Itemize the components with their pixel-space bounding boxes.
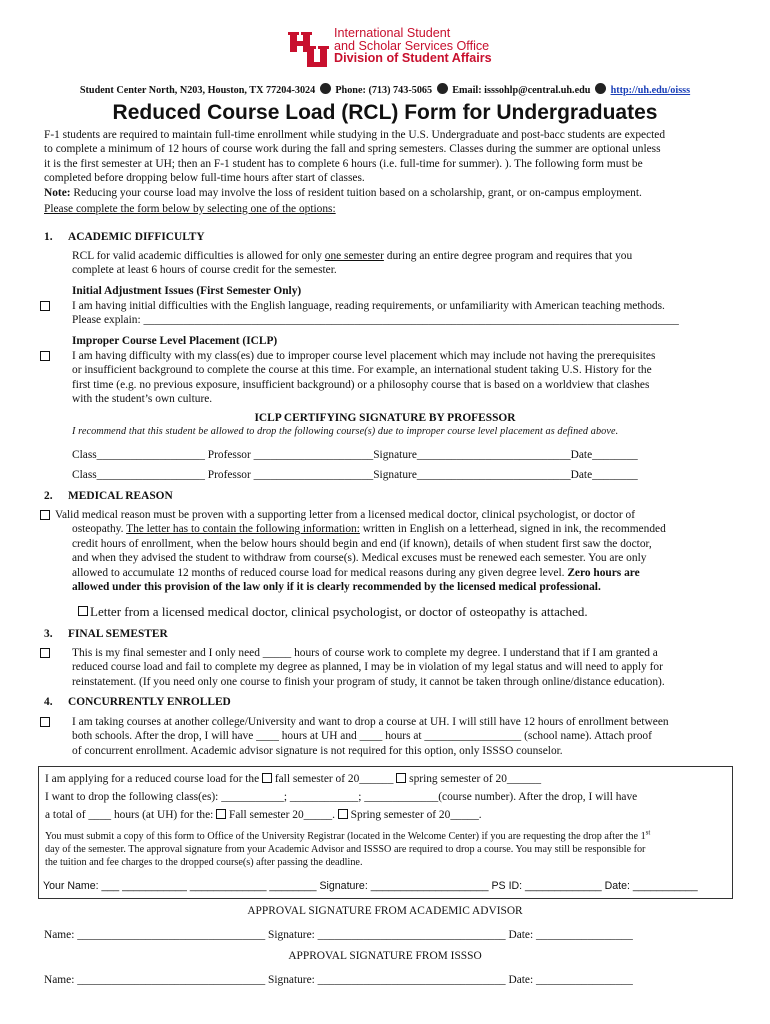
text: Zero hours are <box>567 566 640 579</box>
intro-line: it is the first semester at UH; then an F-1 student has to complete 6 hours (i.e. full-time for summer). ). The following form must be <box>44 157 643 170</box>
submit-note <box>45 830 729 869</box>
section-number: 3. <box>44 628 53 640</box>
text: I am having difficulty with my class(es) due to improper course level placement which may include not having the prerequisites <box>72 350 656 362</box>
section-heading: CONCURRENTLY ENROLLED <box>68 696 231 708</box>
intro-line: F-1 students are required to maintain full-time enrollment while studying in the U.S. Undergraduate and post-bacc students are expected <box>44 129 666 141</box>
text: the tuition and fee charges to the dropped course(s) after passing the deadline. <box>45 857 363 868</box>
website-link[interactable]: http://uh.edu/oisss <box>610 85 691 96</box>
text: a total of ____ hours (at UH) for the: <box>45 809 217 821</box>
checkbox-medical[interactable] <box>40 510 50 520</box>
text: reduced course load and fail to complete my degree as planned, I may be in violation of my legal status and will need to apply for <box>72 661 663 674</box>
iclp-text <box>72 349 730 407</box>
issso-heading: APPROVAL SIGNATURE FROM ISSSO <box>288 950 482 962</box>
phone: Phone: (713) 743-5065 <box>335 85 433 96</box>
text: one semester <box>324 250 384 262</box>
bullet-icon <box>320 83 331 94</box>
text: allowed to accumulate 12 months of reduced course load for medical reasons during any given degree level. <box>72 566 568 579</box>
text: day of the semester. The approval signature from your Academic Advisor and ISSSO are required to drop a course. You may still be responsible for <box>45 844 646 855</box>
text: with the student’s own culture. <box>72 393 213 406</box>
issso-signature-line[interactable]: Name: _________________________________ Signature: _________________________________ Date: _________________ <box>44 974 633 986</box>
text: I am having initial difficulties with the English language, reading requirements, or unfamiliarity with American teaching methods. <box>72 300 665 312</box>
text: osteopathy. <box>72 523 127 536</box>
logo-line-3: Division of Student Affairs <box>334 51 492 66</box>
note-text: Reducing your course load may involve the loss of resident tuition based on a scholarship, grant, or on-campus employment. <box>70 186 642 199</box>
desc-line <box>72 249 730 263</box>
checkbox-initial-adjustment[interactable] <box>40 301 50 311</box>
bullet-icon <box>595 83 606 94</box>
address: Student Center North, N203, Houston, TX 77204-3024 <box>79 85 316 96</box>
desc-line: complete at least 6 hours of course credit for the semester. <box>72 264 337 277</box>
subheading: Improper Course Level Placement (ICLP) <box>72 335 278 347</box>
advisor-signature-line[interactable]: Name: _________________________________ Signature: _________________________________ Date: _________________ <box>44 929 633 941</box>
uh-logo-icon <box>288 28 330 70</box>
intro-line: completed before dropping below full-time hours after start of classes. <box>44 172 365 185</box>
section-heading: FINAL SEMESTER <box>68 628 168 640</box>
checkbox-letter-attached[interactable] <box>78 606 88 616</box>
checkbox-final-semester[interactable] <box>40 648 50 658</box>
rcl-request-box <box>38 766 733 899</box>
logo-line-2: and Scholar Services Office <box>334 38 490 53</box>
text: allowed under this provision of the law only if it is clearly recommended by the licensed medical professional. <box>72 581 601 594</box>
text: both schools. After the drop, I will have ____ hours at UH and ____ hours at _________________ (school name). Attach proof <box>72 730 652 743</box>
text: credit hours of enrollment, when the below hours should begin and end (if known), details of when student first saw the doctor, <box>72 537 652 550</box>
text: RCL for valid academic difficulties is allowed for only <box>72 250 325 262</box>
student-signature-line[interactable]: Your Name: ___ ___________ _____________ ________ Signature: ____________________ PS ID: _____________ Date: ___________ <box>43 880 698 892</box>
class-professor-line-1[interactable]: Class___________________ Professor _____________________Signature___________________________Date________ <box>72 449 638 461</box>
intro-note <box>44 186 730 200</box>
text: spring semester of 20______ <box>406 773 542 785</box>
text: or insufficient background to complete the course at this time. For example, an international student taking U.S. History for the <box>72 364 652 377</box>
text: during an entire degree program and requires that you <box>383 250 633 262</box>
email: Email: isssohlp@central.uh.edu <box>452 85 591 96</box>
concurrent-text <box>72 715 730 758</box>
apply-line <box>45 772 729 786</box>
section-number: 2. <box>44 490 53 502</box>
note-label: Note: <box>44 186 71 199</box>
text: fall semester of 20______ <box>271 773 397 785</box>
checkbox-fall-total[interactable] <box>216 809 226 819</box>
text: Valid medical reason must be proven with a supporting letter from a licensed medical doctor, clinical psychologist, or doctor of <box>55 509 635 521</box>
total-line <box>45 808 729 822</box>
subheading: Initial Adjustment Issues (First Semester Only) <box>72 285 302 297</box>
text: Spring semester of 20_____. <box>347 809 482 821</box>
final-semester-text <box>72 646 730 689</box>
text: first time (e.g. no previous exposure, insufficient background) or a philosophy course that is based on a worldview that clashes <box>72 378 650 391</box>
text: This is my final semester and I only need _____ hours of course work to complete my degree. I understand that if I am granted a <box>72 647 658 659</box>
text <box>55 566 730 580</box>
bullet-icon <box>437 83 448 94</box>
class-professor-line-2[interactable]: Class___________________ Professor _____________________Signature___________________________Date________ <box>72 469 638 481</box>
text: and when they advised the student to withdraw from course(s). Medical excuses must be renewed each semester. You are only <box>72 552 647 565</box>
checkbox-concurrent[interactable] <box>40 717 50 727</box>
section-number: 4. <box>44 696 53 708</box>
section-heading: ACADEMIC DIFFICULTY <box>68 231 205 243</box>
text: of concurrent enrollment. Academic advisor signature is not required for this option, only ISSSO counselor. <box>72 744 563 757</box>
contact-line <box>0 83 770 98</box>
instruction: Please complete the form below by selecting one of the options: <box>44 203 336 216</box>
section-heading: MEDICAL REASON <box>68 490 173 502</box>
text: reinstatement. (If you need only one course to finish your program of study, it cannot be taken through online/distance education). <box>72 675 665 688</box>
text: written in English on a letterhead, signed in ink, the recommended <box>359 523 666 536</box>
page-title: Reduced Course Load (RCL) Form for Undergraduates <box>112 101 658 124</box>
checkbox-fall[interactable] <box>262 773 272 783</box>
logo-line-1: International Student <box>334 26 451 40</box>
section1-desc <box>72 249 730 278</box>
text: I am applying for a reduced course load for the <box>45 773 262 785</box>
office-name <box>334 27 492 65</box>
text: Fall semester 20_____. <box>226 809 338 821</box>
checkbox-spring[interactable] <box>396 773 406 783</box>
text: st <box>645 828 651 837</box>
explain-field[interactable]: Please explain: ______________________________________________________________________________________________ <box>72 314 679 327</box>
letter-attached-text: Letter from a licensed medical doctor, clinical psychologist, or doctor of osteopathy is attached. <box>90 604 588 619</box>
text <box>45 830 729 843</box>
text <box>55 522 730 536</box>
initial-text <box>72 299 730 328</box>
intro <box>44 128 730 216</box>
text: You must submit a copy of this form to Office of the University Registrar (located in the Welcome Center) if you are requesting the drop after the 1 <box>45 831 646 842</box>
section-number: 1. <box>44 231 53 243</box>
advisor-heading: APPROVAL SIGNATURE FROM ACADEMIC ADVISOR <box>247 905 523 917</box>
text: I am taking courses at another college/University and want to drop a course at UH. I will still have 12 hours of enrollment between <box>72 716 669 728</box>
text: The letter has to contain the following information: <box>126 523 360 536</box>
header <box>0 24 770 76</box>
intro-line: to complete a minimum of 12 hours of course work during the fall and spring semesters. Classes during the summer are optional unless <box>44 143 661 156</box>
cert-text: I recommend that this student be allowed to drop the following course(s) due to improper course level placement as defined above. <box>72 426 619 437</box>
cert-heading: ICLP CERTIFYING SIGNATURE BY PROFESSOR <box>254 412 516 424</box>
checkbox-iclp[interactable] <box>40 351 50 361</box>
drop-line[interactable]: I want to drop the following class(es): ___________; ____________; _____________(course number). After the drop, I will have <box>45 791 638 803</box>
medical-text <box>55 508 730 594</box>
checkbox-spring-total[interactable] <box>338 809 348 819</box>
